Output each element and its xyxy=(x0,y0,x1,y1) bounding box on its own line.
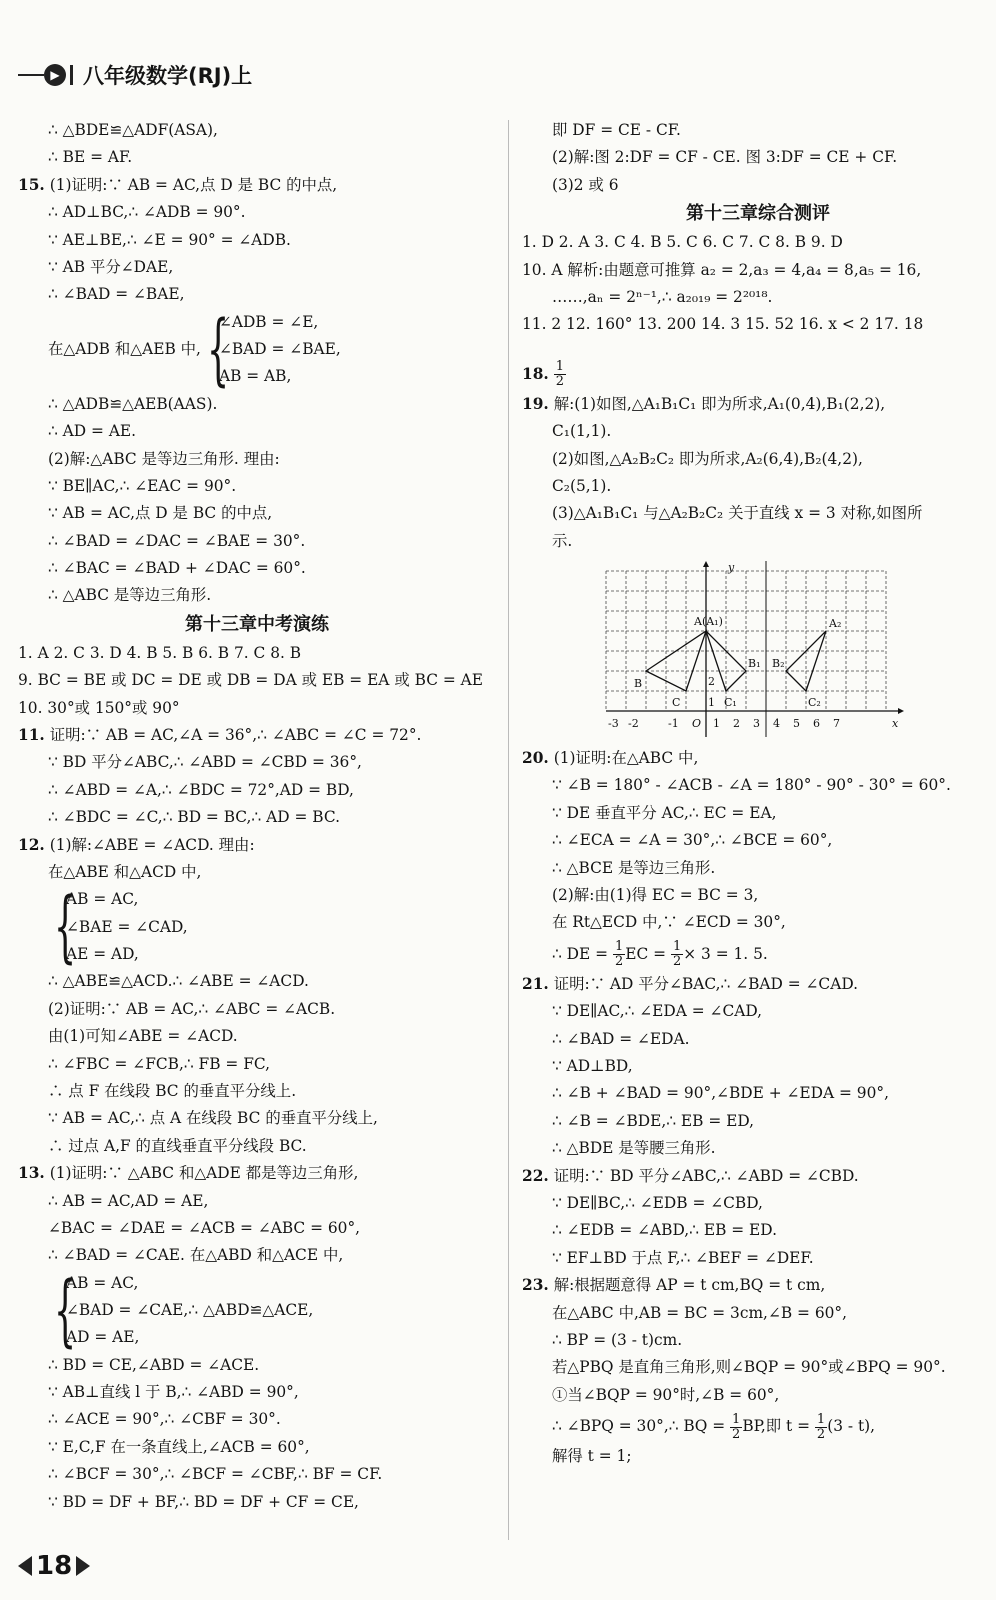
column-divider xyxy=(508,120,509,1540)
text-line: ∴ ∠B = ∠BDE,∴ EB = ED, xyxy=(552,1111,755,1130)
x-tick: 3 xyxy=(753,717,760,731)
denominator: 2 xyxy=(732,1426,741,1442)
label-c2: C₂ xyxy=(808,696,821,710)
text-line: 在△ADB 和△AEB 中, xyxy=(48,340,201,359)
text-line: 解:根据题意得 AP = t cm,BQ = t cm, xyxy=(553,1276,826,1295)
text-line: 证明:∵ AB = AC,∠A = 36°,∴ ∠ABC = ∠C = 72°. xyxy=(49,726,422,745)
text-line: ∴ ∠FBC = ∠FCB,∴ FB = FC, xyxy=(48,1054,271,1073)
question-number: 13. xyxy=(18,1164,45,1183)
x-tick: 1 xyxy=(713,717,720,731)
label-a: A(A₁) xyxy=(694,615,723,629)
text-line: ∴ ∠BCF = 30°,∴ ∠BCF = ∠CBF,∴ BF = CF. xyxy=(48,1465,383,1484)
text-line: ∵ DE∥AC,∴ ∠EDA = ∠CAD, xyxy=(552,1002,763,1021)
text-line: ∴ ∠BAD = ∠DAC = ∠BAE = 30°. xyxy=(48,531,306,550)
question-number: 19. xyxy=(522,394,549,413)
text-fragment: (3 - t), xyxy=(827,1417,876,1436)
answer-row: 10. 30°或 150°或 90° xyxy=(18,698,180,717)
text-line: (2)解:由(1)得 EC = BC = 3, xyxy=(552,886,759,905)
text-line: 在△ABE 和△ACD 中, xyxy=(48,862,202,881)
y-label: y xyxy=(728,561,735,575)
text-line: ∴ ∠B + ∠BAD = 90°,∠BDE + ∠EDA = 90°, xyxy=(552,1084,889,1103)
text-line: ∴ BP = (3 - t)cm. xyxy=(552,1330,683,1349)
text-line: ∵ AB = AC,∴ 点 A 在线段 BC 的垂直平分线上, xyxy=(48,1109,378,1128)
text-line: ∴ BD = CE,∠ABD = ∠ACE. xyxy=(48,1355,260,1374)
y-arrow-icon xyxy=(703,561,709,567)
text-line: (1)证明:∵ △ABC 和△ADE 都是等边三角形, xyxy=(49,1164,359,1183)
numerator: 1 xyxy=(555,359,564,375)
triangle-abc xyxy=(646,631,706,691)
text-line: ∵ DE 垂直平分 AC,∴ EC = EA, xyxy=(552,803,777,822)
text-fragment: BP,即 t = xyxy=(742,1417,811,1436)
text-line: (1)证明:在△ABC 中, xyxy=(553,749,699,768)
play-icon: ▶ xyxy=(44,64,66,86)
text-line: ∴ AB = AC,AD = AE, xyxy=(48,1191,209,1210)
tick-y-1: 1 xyxy=(708,696,715,710)
right-column xyxy=(522,117,994,1470)
text-line: ∴ BE = AF. xyxy=(48,148,133,167)
numerator: 1 xyxy=(614,939,624,955)
text-line: ∵ BD 平分∠ABC,∴ ∠ABD = ∠CBD = 36°, xyxy=(48,753,362,772)
header-rule xyxy=(18,74,44,76)
x-tick: -1 xyxy=(668,717,679,731)
question-number: 12. xyxy=(18,835,45,854)
question-number: 15. xyxy=(18,175,45,194)
question-number: 20. xyxy=(522,749,549,768)
text-line: ∴ 过点 A,F 的直线垂直平分线段 BC. xyxy=(48,1136,307,1155)
question-number: 11. xyxy=(18,726,45,745)
label-b: B xyxy=(634,677,643,691)
text-line: ①当∠BQP = 90°时,∠B = 60°, xyxy=(552,1385,780,1404)
text-line: ∴ ∠ABD = ∠A,∴ ∠BDC = 72°,AD = BD, xyxy=(48,780,354,799)
question-number: 22. xyxy=(522,1166,549,1185)
text-line: 若△PBQ 是直角三角形,则∠BQP = 90°或∠BPQ = 90°. xyxy=(552,1358,946,1377)
formula-line xyxy=(522,937,994,971)
text-line: C₁(1,1). xyxy=(552,422,612,441)
text-line: ∴ 点 F 在线段 BC 的垂直平分线上. xyxy=(48,1081,297,1100)
fraction-one-half xyxy=(554,360,566,389)
text-line: 在△ABC 中,AB = BC = 3cm,∠B = 60°, xyxy=(552,1303,848,1322)
equation-system xyxy=(18,882,496,973)
text-line: (2)如图,△A₂B₂C₂ 即为所求,A₂(6,4),B₂(4,2), xyxy=(552,449,863,468)
fraction-one-half xyxy=(730,1413,742,1442)
text-line: ∵ AD⊥BD, xyxy=(552,1056,633,1075)
label-b2: B₂ xyxy=(772,657,785,671)
section-title: 第十三章中考演练 xyxy=(185,613,329,635)
denominator: 2 xyxy=(614,954,624,970)
text-fragment: ∴ ∠BPQ = 30°,∴ BQ = xyxy=(552,1417,726,1436)
graph-svg xyxy=(596,561,906,741)
text-line: ∴ ∠BAD = ∠BAE, xyxy=(48,285,185,304)
x-tick: -2 xyxy=(628,717,639,731)
coordinate-graph xyxy=(522,555,994,745)
text-line: ∴ AD⊥BC,∴ ∠ADB = 90°. xyxy=(48,203,246,222)
text-line: ∵ BE∥AC,∴ ∠EAC = 90°. xyxy=(48,476,237,495)
x-tick: -3 xyxy=(608,717,619,731)
x-arrow-icon xyxy=(898,708,904,714)
text-line: ∴ ∠BAD = ∠EDA. xyxy=(552,1029,690,1048)
formula-line xyxy=(522,1409,994,1443)
text-line: ∴ ∠BAD = ∠CAE. 在△ABD 和△ACE 中, xyxy=(48,1246,344,1265)
text-line: ∠BAC = ∠DAE = ∠ACB = ∠ABC = 60°, xyxy=(48,1218,361,1237)
system-row: AD = AE, xyxy=(66,1328,140,1347)
x-tick: 7 xyxy=(833,717,840,731)
system-row: ∠BAD = ∠CAE,∴ △ABD≌△ACE, xyxy=(66,1300,314,1319)
page-number: 18 xyxy=(36,1551,73,1581)
page-footer xyxy=(18,1546,90,1586)
label-c1: C₁ xyxy=(724,696,737,710)
text-line: (2)解:△ABC 是等边三角形. 理由: xyxy=(48,449,280,468)
text-line: ∴ ∠BAC = ∠BAD + ∠DAC = 60°. xyxy=(48,559,306,578)
text-fragment: × 3 = 1. 5. xyxy=(683,944,768,963)
left-column xyxy=(18,117,496,1516)
text-fragment: EC = xyxy=(625,944,667,963)
text-line: (1)解:∠ABE = ∠ACD. 理由: xyxy=(49,835,255,854)
system-row: AB = AB, xyxy=(218,367,292,386)
text-line: ∴ △ABE≌△ACD.∴ ∠ABE = ∠ACD. xyxy=(48,972,309,991)
x-tick: 2 xyxy=(733,717,740,731)
system-row: ∠ADB = ∠E, xyxy=(218,312,319,331)
denominator: 2 xyxy=(816,1426,826,1442)
brace: { xyxy=(53,882,77,973)
text-line: ∵ AE⊥BE,∴ ∠E = 90° = ∠ADB. xyxy=(48,230,291,249)
numerator: 1 xyxy=(732,1411,741,1427)
text-line: 示. xyxy=(552,531,573,550)
grid xyxy=(606,571,886,711)
fraction-one-half xyxy=(815,1413,827,1442)
text-line: (3)2 或 6 xyxy=(552,175,619,194)
question-number: 21. xyxy=(522,974,549,993)
text-line: ∵ AB 平分∠DAE, xyxy=(48,257,174,276)
tick-y-2: 2 xyxy=(708,675,715,689)
text-line: ∴ △ADB≌△AEB(AAS). xyxy=(48,394,218,413)
book-title: 八年级数学(RJ)上 xyxy=(83,64,253,88)
answer-row: 10. A 解析:由题意可推算 a₂ = 2,a₃ = 4,a₄ = 8,a₅ = 16, xyxy=(522,260,922,279)
text-line: ∵ AB = AC,点 D 是 BC 的中点, xyxy=(48,504,273,523)
system-row: AE = AD, xyxy=(66,945,139,964)
system-row: ∠BAD = ∠BAE, xyxy=(218,340,341,359)
text-line: C₂(5,1). xyxy=(552,476,612,495)
text-line: (3)△A₁B₁C₁ 与△A₂B₂C₂ 关于直线 x = 3 对称,如图所 xyxy=(552,504,923,523)
fraction-one-half xyxy=(671,940,683,969)
text-line: ∴ △BCE 是等边三角形. xyxy=(552,858,716,877)
answer-row: 1. D 2. A 3. C 4. B 5. C 6. C 7. C 8. B 9. D xyxy=(522,233,843,252)
numerator: 1 xyxy=(816,1411,826,1427)
equation-system xyxy=(18,304,496,395)
denominator: 2 xyxy=(672,954,682,970)
text-line: ∵ DE∥BC,∴ ∠EDB = ∠CBD, xyxy=(552,1193,763,1212)
text-line: ∴ △ABC 是等边三角形. xyxy=(48,586,212,605)
system-row: AB = AC, xyxy=(66,890,139,909)
text-line: 解:(1)如图,△A₁B₁C₁ 即为所求,A₁(0,4),B₁(2,2), xyxy=(553,394,886,413)
text-line: ∵ BD = DF + BF,∴ BD = DF + CF = CE, xyxy=(48,1492,359,1511)
x-tick: 5 xyxy=(793,717,800,731)
text-line: 解得 t = 1; xyxy=(552,1447,632,1466)
equation-system xyxy=(18,1265,496,1356)
text-line: 证明:∵ BD 平分∠ABC,∴ ∠ABD = ∠CBD. xyxy=(553,1166,859,1185)
text-line: (1)证明:∵ AB = AC,点 D 是 BC 的中点, xyxy=(49,175,338,194)
x-label: x xyxy=(892,717,899,731)
text-line: ∴ △BDE 是等腰三角形. xyxy=(552,1139,716,1158)
text-fragment: ∴ DE = xyxy=(552,944,609,963)
system-row: ∠BAE = ∠CAD, xyxy=(66,917,188,936)
text-line: ∵ EF⊥BD 于点 F,∴ ∠BEF = ∠DEF. xyxy=(552,1248,814,1267)
text-line: 在 Rt△ECD 中,∵ ∠ECD = 30°, xyxy=(552,913,786,932)
system-row: AB = AC, xyxy=(66,1273,139,1292)
answer-row: 9. BC = BE 或 DC = DE 或 DB = DA 或 EB = EA 或 BC = AE xyxy=(18,671,484,690)
text-line: ∴ AD = AE. xyxy=(48,422,137,441)
fraction-one-half xyxy=(613,940,625,969)
header-separator xyxy=(70,65,73,85)
text-line: 由(1)可知∠ABE = ∠ACD. xyxy=(48,1027,238,1046)
question-number: 18. xyxy=(522,364,549,383)
page-header xyxy=(18,58,252,92)
text-line: 证明:∵ AD 平分∠BAC,∴ ∠BAD = ∠CAD. xyxy=(553,974,858,993)
numerator: 1 xyxy=(672,939,682,955)
brace: { xyxy=(53,1265,77,1356)
answer-row: 1. A 2. C 3. D 4. B 5. B 6. B 7. C 8. B xyxy=(18,643,302,662)
denominator: 2 xyxy=(555,374,564,390)
origin-label: O xyxy=(692,717,702,731)
text-line: ∴ △BDE≌△ADF(ASA), xyxy=(48,121,218,139)
answer-row: 11. 2 12. 160° 13. 200 14. 3 15. 52 16. x < 2 17. 18 xyxy=(522,315,924,334)
text-line: (2)解:图 2:DF = CF - CE. 图 3:DF = CE + CF. xyxy=(552,148,898,167)
text-line: ……,aₙ = 2ⁿ⁻¹,∴ a₂₀₁₉ = 2²⁰¹⁸. xyxy=(552,287,773,306)
right-arrow-icon xyxy=(76,1556,90,1576)
label-a2: A₂ xyxy=(829,617,842,631)
text-line: ∴ ∠ACE = 90°,∴ ∠CBF = 30°. xyxy=(48,1410,281,1429)
label-c: C xyxy=(672,696,681,710)
text-line: ∴ ∠BDC = ∠C,∴ BD = BC,∴ AD = BC. xyxy=(48,808,340,827)
text-line: ∵ E,C,F 在一条直线上,∠ACB = 60°, xyxy=(48,1437,310,1456)
text-line: ∴ ∠ECA = ∠A = 30°,∴ ∠BCE = 60°, xyxy=(552,831,833,850)
left-arrow-icon xyxy=(18,1556,32,1576)
question-number: 23. xyxy=(522,1276,549,1295)
brace: { xyxy=(206,304,230,395)
text-line: (2)证明:∵ AB = AC,∴ ∠ABC = ∠ACB. xyxy=(48,999,336,1018)
text-line: 即 DF = CE - CF. xyxy=(552,121,681,139)
text-line: ∵ AB⊥直线 l 于 B,∴ ∠ABD = 90°, xyxy=(48,1383,299,1402)
x-tick: 6 xyxy=(813,717,820,731)
x-tick: 4 xyxy=(773,717,780,731)
section-title: 第十三章综合测评 xyxy=(686,203,830,225)
text-line: ∴ ∠EDB = ∠ABD,∴ EB = ED. xyxy=(552,1221,777,1240)
text-line: ∵ ∠B = 180° - ∠ACB - ∠A = 180° - 90° - 30° = 60°. xyxy=(552,776,951,795)
label-b1: B₁ xyxy=(748,657,761,671)
